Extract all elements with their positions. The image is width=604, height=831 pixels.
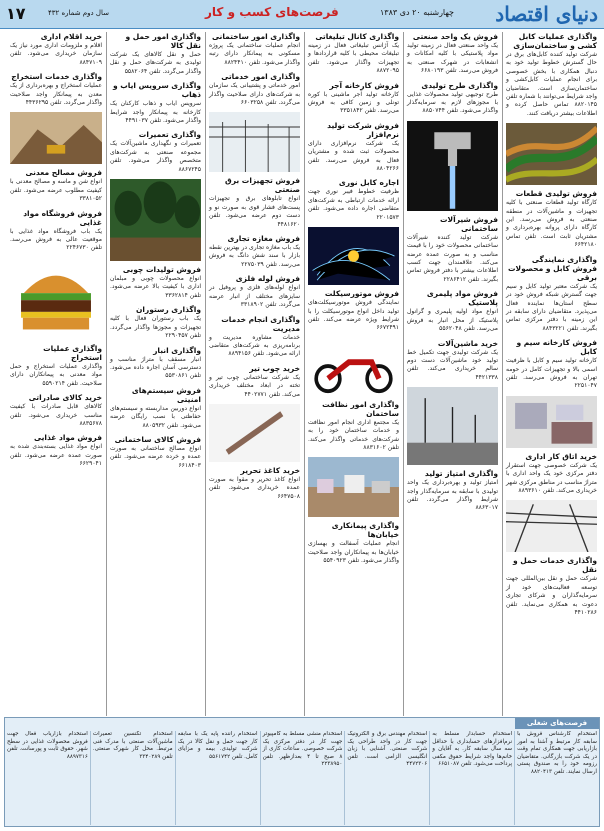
ad-body: اقلام و ملزومات اداری مورد نیاز یک سازمان خریداری می‌شود. تلفن ۸۸۴۷۱۰۹ — [10, 42, 102, 66]
ad-body: انجام عملیات آسفالت و بهسازی خیابان‌ها به پیمانکاران واجد صلاحیت واگذار می‌شود. تلفن ۵۵۴۰۹۲۳ — [308, 540, 399, 565]
ad-body: یک شرکت معتبر تولید کابل و سیم جهت گسترش شبکه فروش خود در سطح استان‌ها نماینده فعال می‌پذیرد. متقاضیان دارای سابقه در این زمینه با دفتر مرکزی تماس بگیرند. تلفن ۸۸۴۳۲۲۱ — [506, 282, 597, 332]
classified-ad — [209, 315, 300, 359]
classified-ad — [506, 255, 597, 333]
forest-photo — [110, 179, 201, 261]
ad-column — [205, 32, 303, 716]
ad-body: واگذاری عملیات استخراج و حمل مواد معدنی به پیمانکاران دارای صلاحیت. تلفن ۵۵۹۰۲۱۴ — [10, 362, 102, 387]
ad-body: انواع مواد اولیه پلیمری و گرانول پلاستیک از محل انبار به فروش می‌رسد. تلفن ۵۵۶۲۰۴۸ — [407, 308, 498, 333]
ad-title: فروش مواد غذایی — [33, 433, 102, 443]
ad-title: فروش کالای ساختمانی — [114, 434, 201, 444]
ad-title: واگذاری پیمانکاری خیابان‌ها — [331, 521, 399, 540]
ad-title: واگذاری سرویس ایاب و ذهاب — [112, 81, 201, 100]
page-number: ۱۷ — [6, 4, 26, 23]
ad-title: واگذاری امور خدماتی — [221, 72, 300, 82]
classified-ad — [506, 32, 597, 118]
ad-title: واگذاری امتیاز تولید — [424, 469, 498, 479]
ad-title: واگذاری عملیات کابل کشی و ساختمان‌سازی — [513, 32, 597, 50]
ad-body: امور خدماتی و پشتیبانی یک سازمان به شرکت‌های دارای صلاحیت واگذار می‌گردد. تلفن ۶۶۰۳۲۵۸ — [209, 82, 300, 107]
ad-body: انواع مواد غذایی بسته‌بندی شده به صورت عمده عرضه می‌شود. تلفن ۶۶۲۹۰۴۱ — [10, 443, 102, 468]
ad-title: واگذاری نمایندگی فروش کابل و محصولات برقی — [507, 254, 597, 282]
ads-columns — [4, 32, 600, 716]
ad-title: فروش سیستم‌های امنیتی — [131, 385, 201, 404]
classified-ad — [10, 433, 102, 468]
classified-ad — [209, 364, 300, 399]
ad-title: واگذاری امور نظافت ساختمان — [322, 399, 399, 418]
classified-ad — [10, 393, 102, 428]
ad-body: شرکت تولید کننده کابل‌های برق در حال گسترش خطوط تولید خود به دنبال همکاری با بخش خصوصی برای انجام عملیات کابل‌کشی و ساختمان‌سازی است. متقاضیان واجد شرایط می‌توانند با شماره تلفن ۸۸۲۰۱۴۵ تماس حاصل کرده و اطلاعات بیشتر دریافت کنند. — [506, 51, 597, 117]
ad-body: یک شرکت تولیدی جهت تکمیل خط تولید خود ماشین‌آلات دست دوم سالم خریداری می‌کند. تلفن ۴۴۲۱۳۳۸ — [407, 348, 498, 381]
ad-title: واگذاری انبار — [153, 345, 201, 355]
classified-ad — [209, 274, 300, 309]
ad-title: واگذاری خدمات استخراج — [11, 72, 102, 82]
ad-body: انواع مصالح ساختمانی به صورت عمده و خرده عرضه می‌شود. تلفن ۶۶۱۸۴۰۳ — [110, 444, 201, 469]
job-ad: استخدام راننده پایه یک با سابقه کار جهت حمل و نقل کالا در یک شرکت تولیدی. بیمه و مزایای کامل. تلفن ۵۵۶۱۷۴۲ — [175, 731, 260, 825]
classified-ad — [209, 234, 300, 269]
classified-ad — [110, 32, 201, 76]
classified-ad — [308, 32, 399, 76]
ad-title: واگذاری رستوران — [135, 305, 201, 315]
ad-column — [502, 32, 600, 716]
ad-body: کارخانه تولید آجر ماشینی با کوره تونلی و زمین کافی به فروش می‌رسد. تلفن ۳۳۵۱۸۴۲ — [308, 90, 399, 115]
ad-body: کارگاه تولید قطعات صنعتی با کلیه تجهیزات و ماشین‌آلات در منطقه صنعتی به فروش می‌رسد. این کارگاه دارای پروانه بهره‌برداری و مشتریان ثابت است. تلفن تماس ۶۶۴۲۱۸۰ — [506, 199, 597, 249]
classified-ad — [407, 81, 498, 116]
faucet-photo — [407, 121, 498, 211]
ad-body: انواع تابلوهای برق و تجهیزات پست‌های فشار قوی به صورت نو و دست دوم عرضه می‌شود. تلفن ۴۴۸۱۶۲۰ — [209, 195, 300, 228]
ad-title: فروش تجهیزات برق صنعتی — [224, 176, 300, 195]
classified-ad — [407, 339, 498, 383]
ad-body: یک باب مغازه تجاری در بهترین نقطه بازار با سند شش دانگ به فروش می‌رسد. تلفن ۲۲۷۵۰۳۹ — [209, 244, 300, 268]
classified-ad — [110, 265, 201, 300]
classified-ad — [308, 178, 399, 222]
ad-body: انواع لوله‌های فلزی و پروفیل در سایزهای مختلف از انبار عرضه می‌گردد. تلفن ۳۳۱۸۹۰۲ — [209, 284, 300, 309]
ad-body: یک مجتمع اداری انجام امور نظافت و خدمات ساختمان خود را به شرکت‌های خدماتی واگذار می‌کند. تلفن ۸۸۳۱۶۰۲ — [308, 418, 399, 451]
motorcycle-photo — [308, 338, 399, 396]
ad-title: خرید اتاق کار اداری — [525, 451, 597, 461]
job-ad: استخدام مهندس برق و الکترونیک جهت کار در واحد طراحی یک شرکت صنعتی. آشنایی با زبان انگلیسی الزامی است. تلفن ۴۴۷۲۳۰۶ — [344, 731, 429, 825]
job-ad: استخدام تکنسین تعمیرات ماشین‌آلات صنعتی با مدرک فنی مرتبط. محل کار شهرک صنعتی. تلفن ۳۳۴۰۲۸۹ — [90, 731, 175, 825]
ad-body: شرکت تولید کننده شیرآلات ساختمانی محصولات خود را با قیمت مناسب و به صورت عمده عرضه می‌کند. علاقمندان جهت کسب اطلاعات بیشتر با دفتر فروش تماس بگیرند. تلفن ۲۲۸۶۴۱۲ — [407, 233, 498, 283]
classified-ad — [506, 338, 597, 391]
cables-photo — [506, 123, 597, 185]
ad-title: فروش مصالح معدنی — [25, 168, 102, 178]
ad-body: حمل و نقل کالاهای یک شرکت تولیدی به شرکت‌های حمل و نقل واگذار می‌گردد. تلفن ۵۵۸۲۰۶۴ — [110, 51, 201, 75]
classified-ad — [407, 32, 498, 76]
ad-title: خرید کاغذ تحریر — [240, 465, 300, 475]
ad-body: یک شرکت ساختمانی چوب تیر و تخته در ابعاد مختلف خریداری می‌کند. تلفن ۴۴۰۲۷۷۱ — [209, 373, 300, 398]
ad-body: یک باب فروشگاه مواد غذایی با موقعیت عالی به فروش می‌رسد. تلفن ۲۲۴۶۷۳۰ — [10, 227, 102, 252]
ad-title: واگذاری کانال تبلیغاتی — [315, 32, 399, 41]
jobs-box — [4, 717, 600, 827]
ad-title: واگذاری انجام خدمات مدیریت — [221, 314, 300, 333]
issue-date: چهارشنبه ۲۰ دی ۱۳۸۳ — [380, 8, 454, 17]
jobs-box-title: فرصت‌های شغلی — [515, 718, 599, 729]
stick-photo — [209, 404, 300, 462]
ad-body: یک شرکت نرم‌افزاری دارای محصولات ثبت شده و مشتریان فعال به فروش می‌رسد. تلفن ۸۸۰۴۲۶۶ — [308, 139, 399, 173]
ad-body: کارخانه تولید سیم و کابل با ظرفیت اسمی بالا و تجهیزات کامل در حومه تهران به فروش می‌رسد. تلفن ۲۲۵۱۰۴۷ — [506, 357, 597, 390]
classified-ad — [10, 344, 102, 388]
classified-ad — [110, 130, 201, 174]
ad-title: فروش یک واحد صنعتی — [412, 32, 498, 41]
classified-ad — [506, 556, 597, 617]
ad-body: عملیات استخراج و بهره‌برداری از یک معدن به پیمانکار واجد صلاحیت واگذار می‌گردد. تلفن ۴۴۳۶۲۹۵ — [10, 82, 102, 107]
ad-body: انواع کاغذ تحریر و مقوا به صورت عمده خریداری می‌شود. تلفن ۶۶۴۷۵۰۸ — [209, 475, 300, 500]
ad-title: فروش تولیدات چوبی — [122, 265, 201, 275]
ad-body: یک باب رستوران فعال با کلیه تجهیزات و مجوزها واگذار می‌گردد. تلفن ۲۲۹۰۴۵۷ — [110, 315, 201, 340]
newspaper-logo: دنیای اقتصاد — [495, 2, 598, 26]
classified-ad — [506, 189, 597, 249]
classified-ad — [110, 346, 201, 381]
roadlamps-photo — [407, 387, 498, 465]
ad-body: انواع دوربین مداربسته و سیستم‌های حفاظتی با نصب رایگان عرضه می‌شود. تلفن ۸۸۰۵۹۳۲ — [110, 404, 201, 429]
classified-ad — [308, 289, 399, 333]
ad-body: طرح توجیهی تولید محصولات غذایی با مجوزهای لازم به سرمایه‌گذار واگذار می‌شود. تلفن ۸۸۵۰۷۴۴ — [407, 90, 498, 115]
ad-body: تعمیرات و نگهداری ماشین‌آلات یک مجموعه صنعتی به شرکت‌های متخصص واگذار می‌شود. تلفن ۸۸۶۷۲۴۵ — [110, 140, 201, 173]
ad-column — [7, 32, 105, 716]
ad-title: واگذاری امور حمل و نقل کالا — [125, 32, 201, 50]
classified-ad — [10, 168, 102, 203]
classified-ad — [308, 81, 399, 116]
town-photo — [308, 457, 399, 517]
job-ad: استخدام کارشناس فروش با سابقه کار مرتبط و آشنا به امور بازاریابی جهت همکاری تمام وقت در یک شرکت بازرگانی. متقاضیان رزومه خود را به صندوق پستی ارسال نمایند. تلفن ۸۸۲۰۴۱۳ — [514, 731, 599, 825]
powerlines-photo — [506, 500, 597, 552]
ad-title: واگذاری تعمیرات — [138, 130, 201, 140]
ad-title: فروش مواد پلیمری پلاستیک — [426, 289, 498, 308]
ad-body: انواع محصولات چوبی و مبلمان اداری با کیفیت بالا عرضه می‌شود. تلفن ۳۳۶۲۸۱۴ — [110, 275, 201, 299]
ad-title: فروش تولیدی قطعات — [515, 189, 597, 199]
burger-photo — [10, 258, 102, 340]
ad-title: فروش کارخانه سیم و کابل — [516, 338, 597, 357]
classified-ad — [10, 72, 102, 107]
classified-ad — [110, 386, 201, 430]
ad-title: فروش لوله فلزی — [235, 274, 300, 284]
ad-body: شرکت حمل و نقل بین‌المللی جهت توسعه فعالیت‌های خود از سرمایه‌گذاران و شرکای تجاری دعوت به همکاری می‌نماید. تلفن ۴۴۱۰۲۸۶ — [506, 575, 597, 616]
ad-title: فروش موتورسیکلت — [324, 289, 399, 299]
classified-ad — [209, 176, 300, 229]
ad-body: انواع شن و ماسه و مصالح معدنی با کیفیت مطلوب عرضه می‌شود. تلفن ۳۳۸۱۰۵۲ — [10, 178, 102, 203]
job-ad: استخدام حسابدار مسلط به نرم‌افزارهای حسابداری با حداقل سه سال سابقه کار. به آقایان و خانم‌ها واجد شرایط حقوق مکفی پرداخت می‌شود. تلفن ۶۶۵۱۰۸۷ — [429, 731, 514, 825]
classified-ad — [506, 452, 597, 496]
ad-title: خرید چوب تیر — [249, 363, 300, 373]
ad-body: سرویس ایاب و ذهاب کارکنان یک کارخانه به پیمانکار واجد شرایط واگذار می‌شود. تلفن ۴۴۹۱۰۳۷ — [110, 100, 201, 125]
fiber-photo — [308, 227, 399, 285]
job-ad: استخدام بازاریاب فعال جهت فروش محصولات غذایی در سطح شهر. حقوق ثابت و پورسانت. تلفن ۸۸۹۷۳۱۶ — [7, 731, 88, 760]
ad-title: واگذاری امور ساختمانی — [211, 32, 300, 41]
classified-ad — [407, 215, 498, 284]
classified-ad — [209, 72, 300, 107]
classified-ad — [10, 209, 102, 253]
classified-ad — [308, 521, 399, 565]
classified-ad — [10, 32, 102, 67]
office-photo — [506, 396, 597, 448]
ad-title: فروش شرکت تولید نرم‌افزار — [327, 120, 399, 139]
classified-ad — [308, 400, 399, 453]
classified-ad — [308, 121, 399, 174]
page-header — [0, 0, 604, 29]
ad-body: یک آژانس تبلیغاتی فعال در زمینه تبلیغات محیطی با کلیه قراردادها و تجهیزات واگذار می‌شود. تلفن ۸۸۷۲۰۹۵ — [308, 42, 399, 75]
job-ad: استخدام منشی مسلط به کامپیوتر جهت کار در دفتر مرکزی یک شرکت خصوصی. ساعات کاری از ۸ صبح تا ۴ بعدازظهر. تلفن ۲۲۳۸۹۵۰ — [260, 731, 345, 825]
ad-column — [106, 32, 204, 716]
ad-title: فروش مغازه تجاری — [227, 234, 300, 244]
ad-title: خرید اقلام اداری — [40, 32, 102, 41]
ad-column — [403, 32, 501, 716]
ad-body: کالاهای قابل صادرات با کیفیت مناسب خریداری می‌شود. تلفن ۸۸۳۵۶۷۸ — [10, 403, 102, 427]
ad-body: خدمات مشاوره مدیریت و برنامه‌ریزی به شرکت‌های متقاضی ارائه می‌شود. تلفن ۸۸۹۴۱۵۶ — [209, 333, 300, 358]
classified-ad — [407, 469, 498, 513]
ad-title: خرید ماشین‌آلات — [437, 338, 498, 348]
classified-ad — [209, 32, 300, 67]
ad-title: فروش فروشگاه مواد غذایی — [23, 208, 102, 227]
ad-body: یک واحد صنعتی فعال در زمینه تولید مواد پلاستیکی با کلیه امکانات و انشعابات در شهرک صنعتی به فروش می‌رسد. تلفن ۶۶۸۰۱۹۳ — [407, 42, 498, 75]
ad-title: اجاره کابل نوری — [338, 178, 399, 188]
ad-body: نمایندگی فروش موتورسیکلت‌های تولید داخل انواع موتورسیکلت را با شرایط ویژه عرضه می‌کند. تلفن ۶۶۷۲۴۹۱ — [308, 299, 399, 332]
classified-ad — [110, 435, 201, 470]
ad-column — [304, 32, 402, 716]
classified-ad — [110, 81, 201, 125]
ad-body: ظرفیت خطوط فیبر نوری جهت ارائه خدمات ارتباطی به شرکت‌های متقاضی اجاره داده می‌شود. تلفن ۲۲۰۱۵۷۳ — [308, 188, 399, 221]
ad-title: فروش شیرآلات ساختمانی — [440, 214, 498, 233]
ad-title: واگذاری عملیات استخراج — [43, 343, 102, 362]
classified-ad — [407, 289, 498, 333]
classified-ad — [110, 305, 201, 340]
ad-body: امتیاز تولید و بهره‌برداری یک واحد تولیدی با سابقه به سرمایه‌گذار واجد شرایط واگذار می‌گردد. تلفن ۸۸۶۳۰۱۷ — [407, 479, 498, 512]
ad-body: یک شرکت خصوصی جهت استقرار دفتر مرکزی خود یک واحد اداری با متراژ مناسب در مناطق مرکزی شهر خریداری می‌کند. تلفن ۸۸۹۳۶۱۰ — [506, 461, 597, 494]
ad-title: فروش کارخانه آجر — [329, 80, 399, 90]
mining-photo — [10, 112, 102, 164]
issue-number: سال دوم شماره ۴۳۲ — [48, 9, 109, 17]
classified-ad — [209, 466, 300, 501]
ad-title: خرید کالای صادراتی — [28, 393, 102, 403]
ad-title: واگذاری طرح تولیدی — [421, 80, 498, 90]
ad-title: واگذاری خدمات حمل و نقل — [512, 556, 597, 575]
ad-body: انجام عملیات ساختمانی یک پروژه مسکونی به پیمانکار دارای رتبه واگذار می‌شود. تلفن ۸۸۲۴۴۱۰ — [209, 42, 300, 66]
substation-photo — [209, 112, 300, 172]
ad-body: انبار مسقف با متراژ مناسب و دسترسی آسان اجاره داده می‌شود. تلفن ۵۵۳۰۸۶۱ — [110, 355, 201, 380]
section-title: فرصت‌های کسب و کار — [205, 5, 339, 19]
